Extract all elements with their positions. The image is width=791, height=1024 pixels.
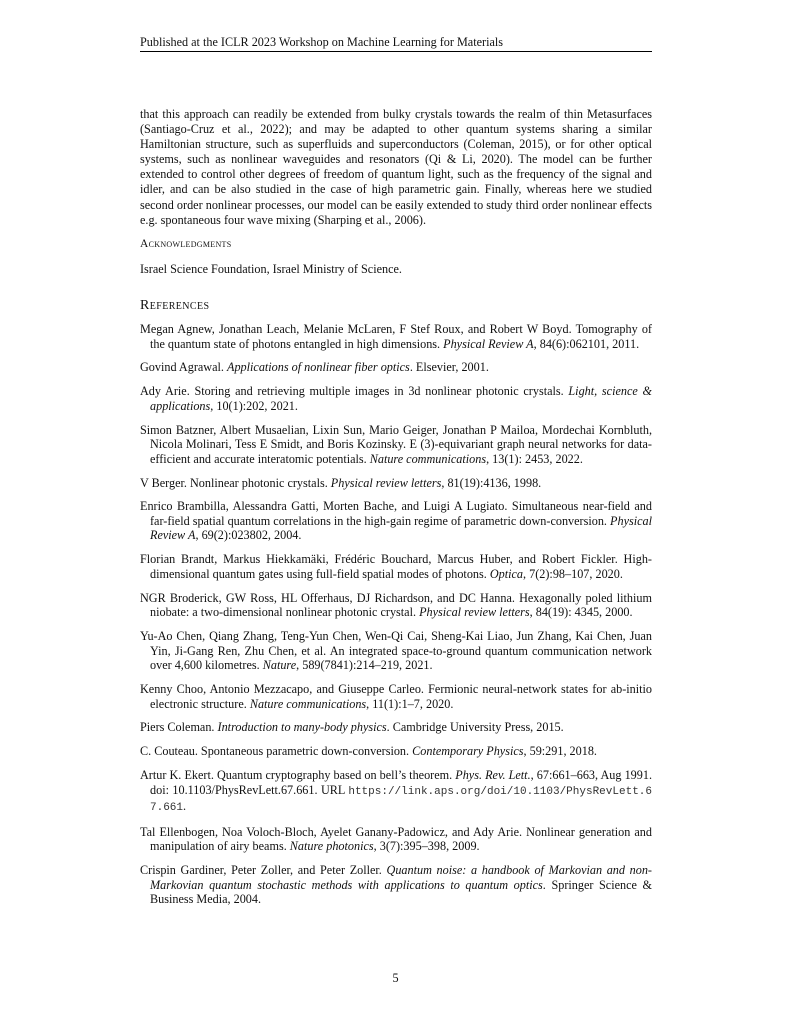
reference-details: . Cambridge University Press, 2015.	[386, 720, 564, 735]
acknowledgments-heading: Acknowledgments	[140, 238, 232, 250]
reference-text: Piers Coleman.	[140, 720, 218, 735]
reference-text: Simon Batzner, Albert Musaelian, Lixin Sun, Mario Geiger, Jonathan P Mailoa, Mordechai Kornbluth, Nicola Molinari, Tess E Smidt, and Boris Kozinsky. E (3)-equivariant graph neural networks for data-efficient and accurate interatomic potentials.	[140, 422, 652, 466]
reference-text: Yu-Ao Chen, Qiang Zhang, Teng-Yun Chen, Wen-Qi Cai, Sheng-Kai Liao, Jun Zhang, Kai Chen, Juan Yin, Ji-Gang Ren, Zhu Chen, et al. An integrated space-to-ground quantum communication network over 4,600 kilometres.	[140, 629, 652, 673]
reference-item	[140, 384, 652, 413]
reference-text: V Berger. Nonlinear photonic crystals.	[140, 475, 331, 490]
reference-item	[140, 720, 652, 735]
reference-text: Crispin Gardiner, Peter Zoller, and Peter Zoller.	[140, 863, 387, 878]
reference-item	[140, 744, 652, 759]
reference-text: Kenny Choo, Antonio Mezzacapo, and Giuseppe Carleo. Fermionic neural-network states for ab-initio electronic structure.	[140, 681, 652, 711]
reference-venue: Nature	[262, 658, 297, 673]
reference-details: . Springer Science & Business Media, 2004.	[150, 877, 652, 907]
reference-venue: Physical review letters	[419, 605, 530, 620]
reference-text: Florian Brandt, Markus Hiekkamäki, Frédéric Bouchard, Marcus Huber, and Robert Fickler. High-dimensional quantum gates using full-field spatial modes of photons.	[140, 552, 652, 581]
reference-list	[140, 322, 652, 916]
reference-item	[140, 552, 652, 581]
reference-details: , 589(7841):214–219, 2021.	[296, 658, 433, 673]
reference-text: Enrico Brambilla, Alessandra Gatti, Morten Bache, and Luigi A Lugiato. Simultaneous near-field and far-field spatial quantum correlations in the high-gain regime of parametric down-conversion.	[140, 499, 652, 528]
reference-details: , 84(6):062101, 2011.	[533, 336, 640, 351]
reference-item	[140, 682, 652, 711]
reference-venue: Contemporary Physics	[412, 744, 524, 759]
reference-text: Artur K. Ekert. Quantum cryptography based on bell’s theorem.	[140, 767, 456, 782]
reference-item	[140, 591, 652, 620]
reference-details: , 84(19): 4345, 2000.	[529, 605, 633, 620]
reference-details: . Elsevier, 2001.	[409, 360, 489, 375]
reference-item	[140, 629, 652, 673]
reference-text: Tal Ellenbogen, Noa Voloch-Bloch, Ayelet Ganany-Padowicz, and Ady Arie. Nonlinear generation and manipulation of airy beams.	[140, 824, 652, 854]
reference-venue: Physical Review A	[150, 513, 652, 543]
references-heading: References	[140, 298, 210, 313]
reference-venue: Introduction to many-body physics	[217, 720, 387, 735]
reference-item	[140, 863, 652, 907]
running-header: Published at the ICLR 2023 Workshop on Machine Learning for Materials	[140, 35, 652, 52]
reference-details: , 67:661–663, Aug 1991. doi: 10.1103/PhysRevLett.67.661. URL	[150, 767, 652, 797]
reference-details: , 81(19):4136, 1998.	[441, 475, 542, 490]
reference-venue: Nature communications	[369, 451, 487, 466]
reference-venue: Phys. Rev. Lett.	[455, 767, 531, 782]
reference-item	[140, 322, 652, 351]
reference-text: Govind Agrawal.	[140, 360, 227, 375]
page-number: 5	[392, 971, 399, 985]
conclusion-paragraph: that this approach can readily be extended from bulky crystals towards the realm of thin Metasurfaces (Santiago-Cruz et al., 2022); and may be adapted to other quantum systems sharing a similar Hamiltonian structure, such as superfluids and superconductors (Coleman, 2015), or for other optical systems, such as nonlinear waveguides and resonators (Qi & Li, 2020). The model can be further extended to control other degrees of freedom of quantum light, such as the frequency of the signal and idler, and can be also studied in the case of high parametric gain. Finally, whereas here we studied second order nonlinear processes, our model can be easily extended to study third order nonlinear effects e.g. spontaneous four wave mixing (Sharping et al., 2006).	[140, 107, 652, 227]
reference-details: , 59:291, 2018.	[523, 744, 597, 759]
reference-details: , 69(2):023802, 2004.	[195, 528, 302, 543]
reference-details: , 7(2):98–107, 2020.	[523, 566, 623, 581]
reference-item	[140, 768, 652, 816]
reference-text: Megan Agnew, Jonathan Leach, Melanie McLaren, F Stef Roux, and Robert W Boyd. Tomography of the quantum state of photons entangled in high dimensions.	[140, 322, 652, 351]
reference-details: , 11(1):1–7, 2020.	[366, 696, 454, 711]
reference-venue: Quantum noise: a handbook of Markovian and non-Markovian quantum stochastic methods with applications to quantum optics	[150, 863, 652, 892]
reference-venue: Nature photonics	[289, 839, 374, 854]
reference-details: , 3(7):395–398, 2009.	[373, 839, 480, 854]
reference-item	[140, 499, 652, 543]
reference-url-link[interactable]: https://link.aps.org/doi/10.1103/PhysRevLett.67.661	[150, 785, 652, 815]
reference-item	[140, 476, 652, 491]
reference-item	[140, 825, 652, 854]
reference-text: Ady Arie. Storing and retrieving multiple images in 3d nonlinear photonic crystals.	[140, 384, 569, 399]
reference-item	[140, 360, 652, 375]
reference-details: , 10(1):202, 2021.	[210, 398, 298, 413]
reference-venue: Light, science & applications	[150, 384, 652, 413]
reference-venue: Physical review letters	[330, 475, 442, 490]
reference-venue: Optica	[489, 566, 524, 581]
reference-venue: Applications of nonlinear fiber optics	[227, 360, 410, 375]
reference-details: , 13(1): 2453, 2022.	[486, 451, 583, 466]
acknowledgments-text: Israel Science Foundation, Israel Ministry of Science.	[140, 262, 402, 276]
reference-item	[140, 423, 652, 467]
reference-venue: Physical Review A	[443, 336, 534, 351]
reference-text: NGR Broderick, GW Ross, HL Offerhaus, DJ Richardson, and DC Hanna. Hexagonally poled lithium niobate: a two-dimensional nonlinear photonic crystal.	[140, 590, 652, 620]
reference-venue: Nature communications	[249, 696, 367, 711]
reference-text: C. Couteau. Spontaneous parametric down-conversion.	[140, 744, 413, 759]
reference-tail: .	[183, 799, 187, 814]
